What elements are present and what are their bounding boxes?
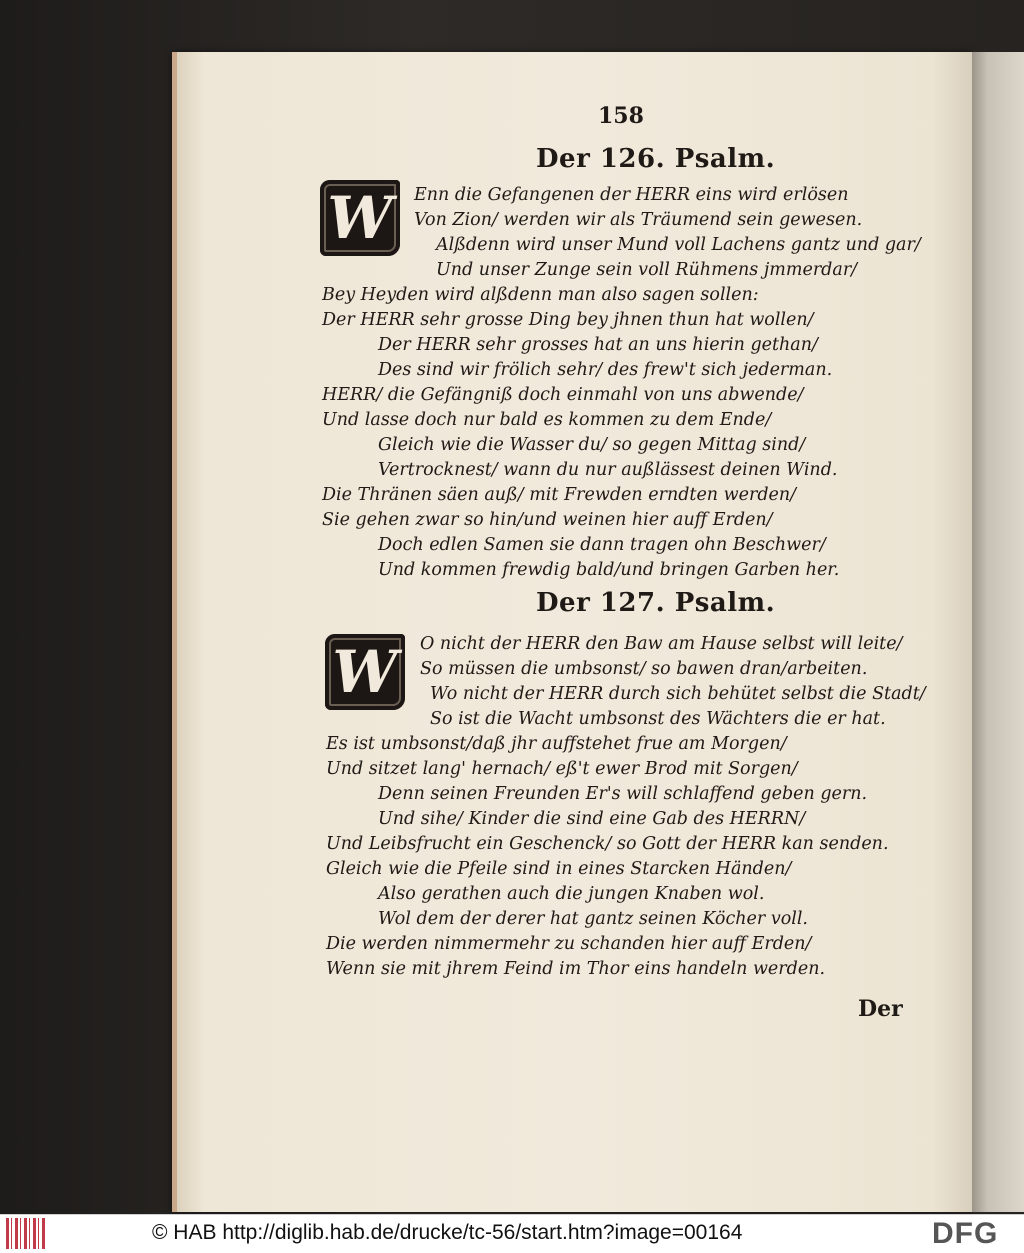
psalm-126-line: Bey Heyden wird alßdenn man also sagen sollen:	[322, 285, 759, 305]
psalm-127-line: O nicht der HERR den Baw am Hause selbst will leite/	[420, 634, 903, 654]
psalm-126-line: Vertrocknest/ wann du nur außlässest deinen Wind.	[378, 460, 838, 480]
psalm-126-line: Und unser Zunge sein voll Rühmens jmmerdar/	[436, 260, 858, 280]
psalm-126-line: Alßdenn wird unser Mund voll Lachens gantz und gar/	[436, 235, 921, 255]
psalm-127-heading: Der 127. Psalm.	[536, 588, 776, 618]
psalm-126-heading: Der 126. Psalm.	[536, 144, 776, 174]
psalm-126-line: Die Thränen säen auß/ mit Frewden erndten werden/	[322, 485, 797, 505]
psalm-127-line: So ist die Wacht umbsonst des Wächters die er hat.	[430, 709, 886, 729]
psalm-126-line: HERR/ die Gefängniß doch einmahl von uns abwende/	[322, 385, 804, 405]
psalm-127-line: Also gerathen auch die jungen Knaben wol.	[378, 884, 765, 904]
psalm-127-line: Denn seinen Freunden Er's will schlaffend geben gern.	[378, 784, 868, 804]
psalm-126-line: Des sind wir frölich sehr/ des frew't sich jederman.	[378, 360, 833, 380]
psalm-127-line: Und Leibsfrucht ein Geschenck/ so Gott der HERR kan senden.	[326, 834, 889, 854]
psalm-126-line: Enn die Gefangenen der HERR eins wird erlösen	[414, 185, 849, 205]
psalm-127-line: Die werden nimmermehr zu schanden hier auff Erden/	[326, 934, 812, 954]
psalm-126-line: Der HERR sehr grosses hat an uns hierin gethan/	[378, 335, 818, 355]
psalm-127-line: Und sitzet lang' hernach/ eß't ewer Brod mit Sorgen/	[326, 759, 798, 779]
psalm-127-line: Es ist umbsonst/daß jhr auffstehet frue am Morgen/	[326, 734, 787, 754]
psalm-127-line: Gleich wie die Pfeile sind in eines Starcken Händen/	[326, 859, 792, 879]
psalm-127-line: Wo nicht der HERR durch sich behütet selbst die Stadt/	[430, 684, 926, 704]
psalm-126-line: Von Zion/ werden wir als Träumend sein gewesen.	[414, 210, 863, 230]
barcode-icon	[6, 1218, 46, 1249]
page-number: 158	[598, 103, 644, 129]
psalm-126-line: Doch edlen Samen sie dann tragen ohn Beschwer/	[378, 535, 826, 555]
psalm-126-line: Und lasse doch nur bald es kommen zu dem Ende/	[322, 410, 772, 430]
psalm-127-drop-initial: W	[325, 634, 405, 710]
dfg-logo: DFG	[932, 1217, 999, 1250]
copyright-link[interactable]: © HAB http://diglib.hab.de/drucke/tc-56/start.htm?image=00164	[152, 1221, 743, 1244]
psalm-126-line: Gleich wie die Wasser du/ so gegen Mittag sind/	[378, 435, 806, 455]
psalm-126-line: Und kommen frewdig bald/und bringen Garben her.	[378, 560, 840, 580]
psalm-127-line: So müssen die umbsonst/ so bawen dran/arbeiten.	[420, 659, 868, 679]
psalm-126-line: Der HERR sehr grosse Ding bey jhnen thun hat wollen/	[322, 310, 814, 330]
psalm-126-drop-initial: W	[320, 180, 400, 256]
viewer-footer	[0, 1214, 1024, 1253]
psalm-127-line: Und sihe/ Kinder die sind eine Gab des HERRN/	[378, 809, 806, 829]
psalm-127-line: Wol dem der derer hat gantz seinen Köcher voll.	[378, 909, 808, 929]
psalm-127-line: Wenn sie mit jhrem Feind im Thor eins handeln werden.	[326, 959, 826, 979]
catchword: Der	[858, 996, 903, 1022]
psalm-126-line: Sie gehen zwar so hin/und weinen hier auff Erden/	[322, 510, 773, 530]
